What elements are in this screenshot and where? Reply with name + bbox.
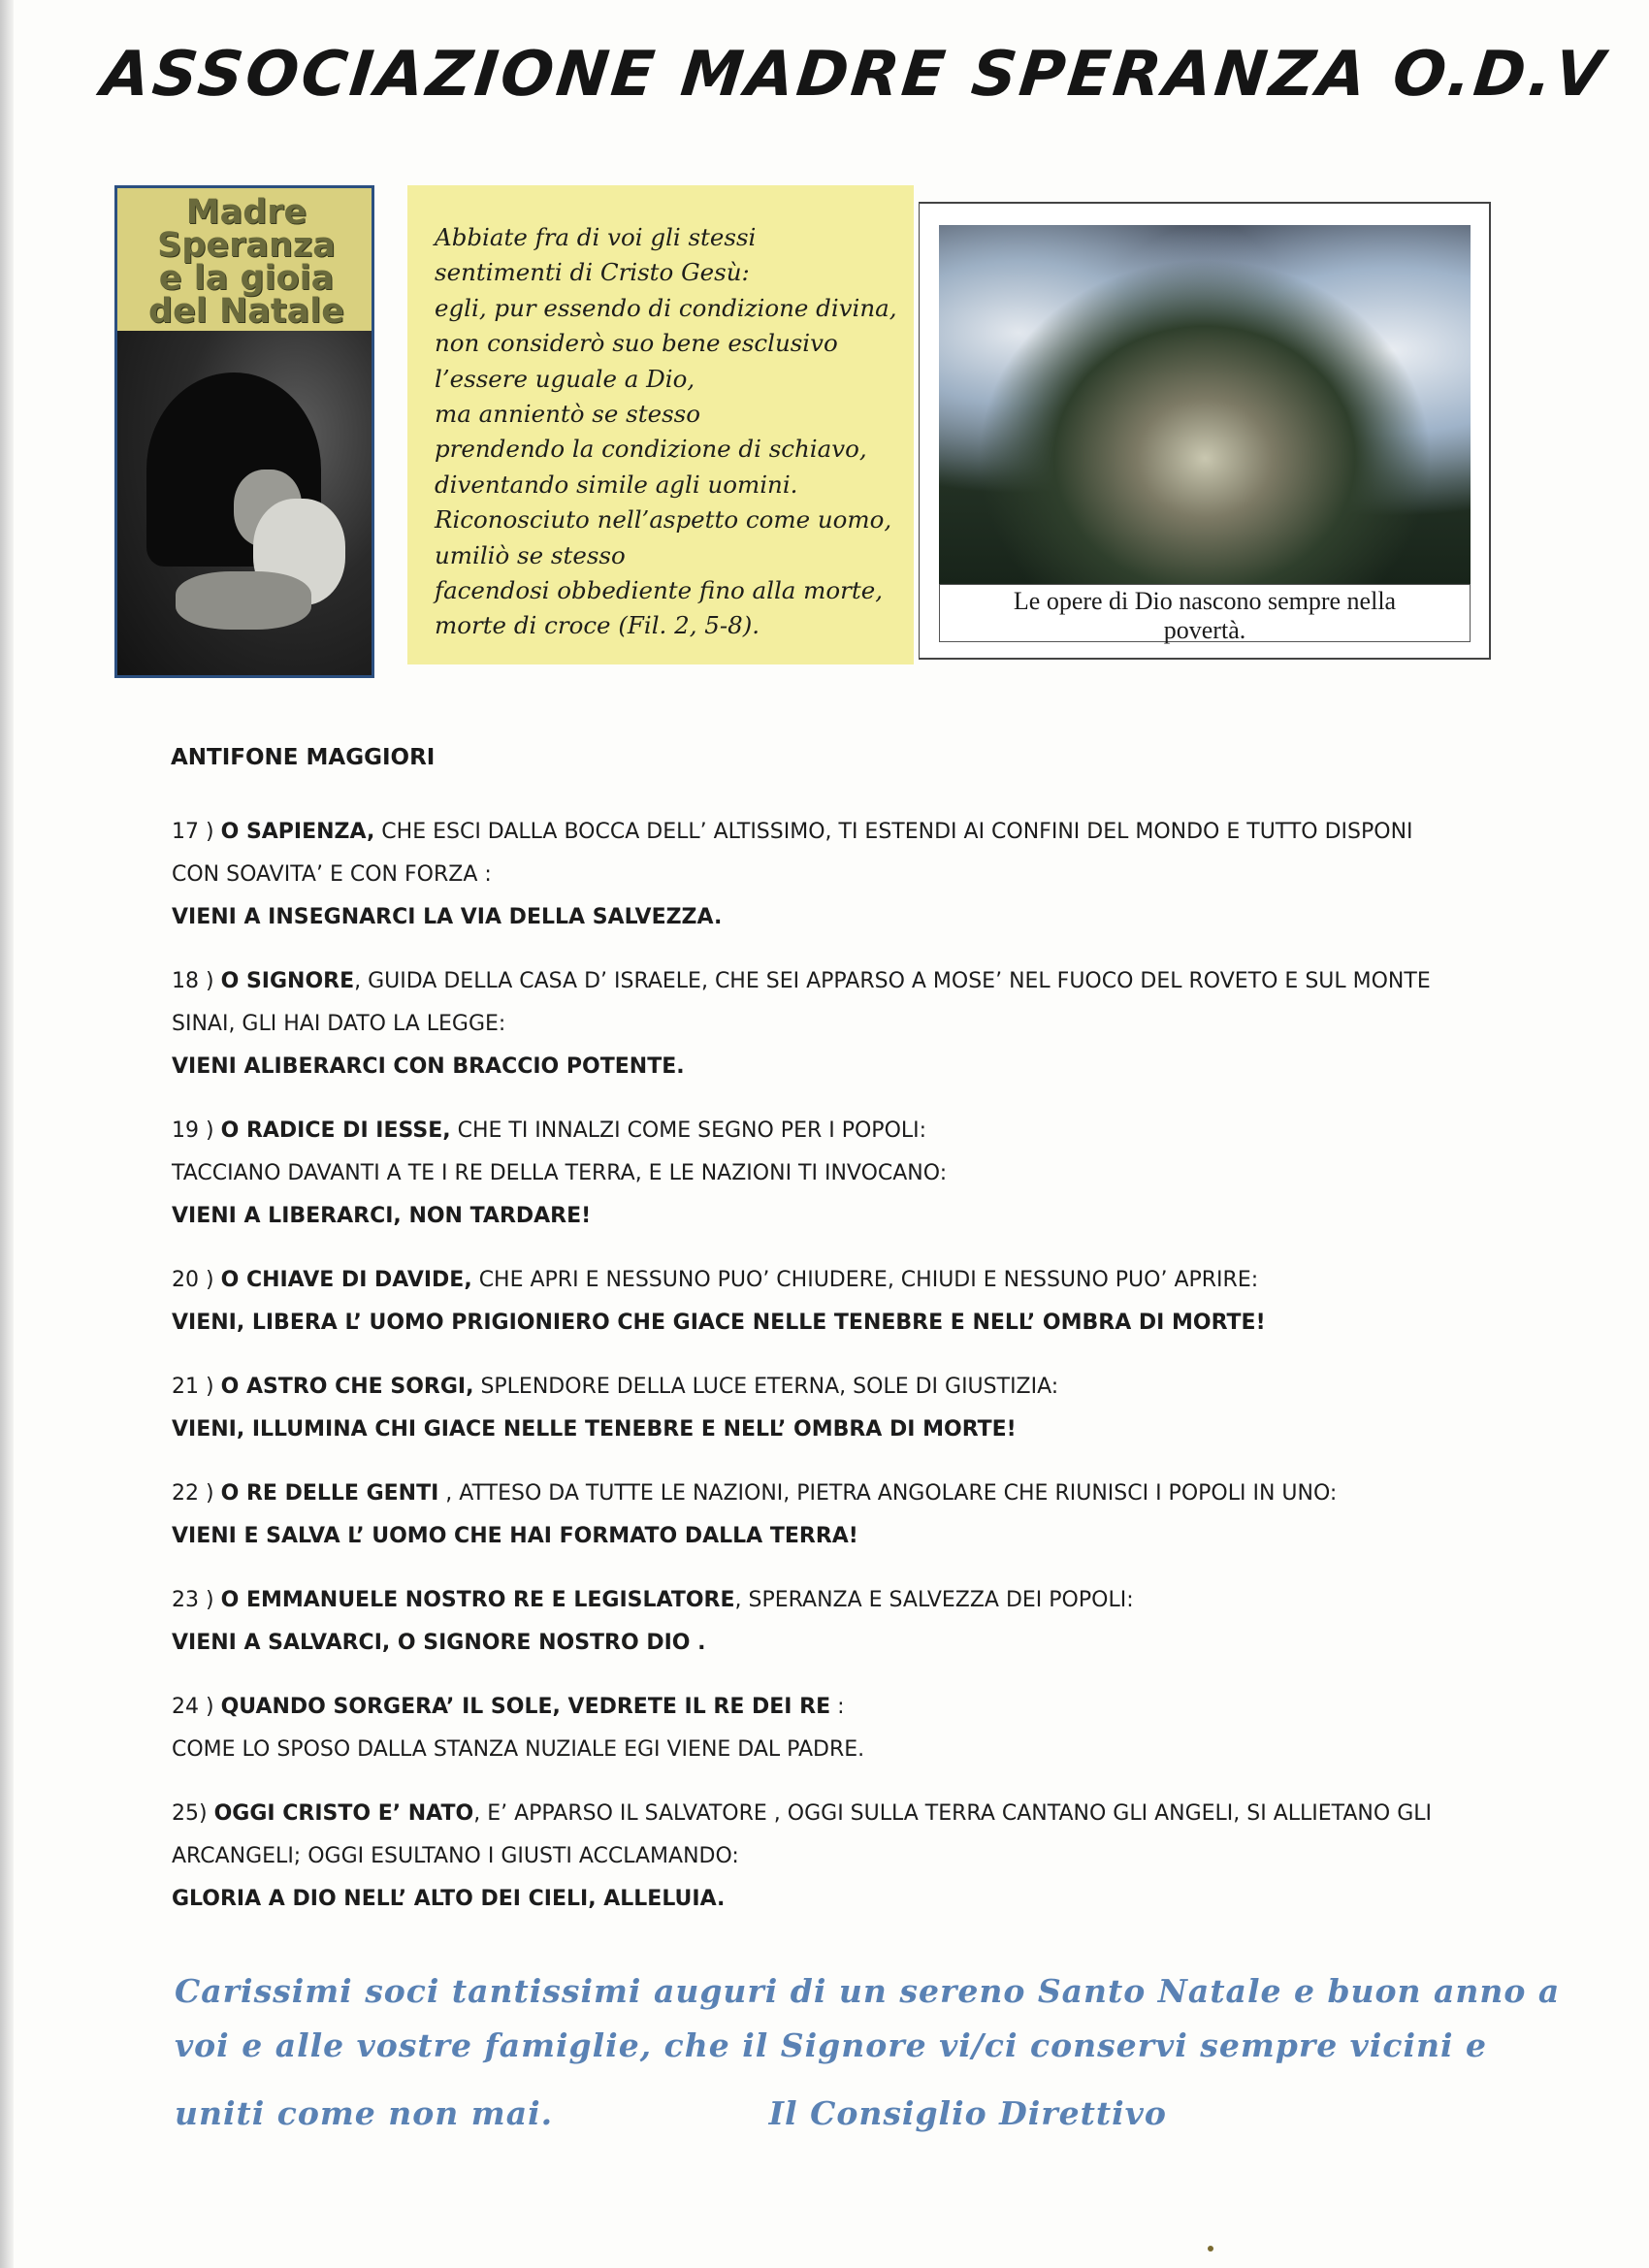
antifon-first-line — [172, 811, 1607, 854]
antifon-heading: OGGI CRISTO E’ NATO — [213, 1801, 474, 1826]
antifon-text: CHE ESCI DALLA BOCCA DELL’ ALTISSIMO, TI ESTENDI AI CONFINI DEL MONDO E TUTTO DISPONI — [374, 820, 1413, 844]
caption-line: Le opere di Dio nascono sempre nella — [1013, 587, 1397, 615]
antifon-continuation: CON SOAVITA’ E CON FORZA : — [172, 862, 492, 887]
book-cover-image — [114, 185, 374, 678]
antifon-heading: O ASTRO CHE SORGI, — [220, 1375, 474, 1399]
antifon-heading: O EMMANUELE NOSTRO RE E LEGISLATORE — [220, 1588, 735, 1612]
quote-line: l’essere uguale a Dio, — [435, 364, 695, 393]
antifon-text: CHE TI INNALZI COME SEGNO PER I POPOLI: — [450, 1118, 927, 1143]
quote-line: ma annientò se stesso — [435, 400, 700, 429]
antifon-first-line — [172, 1793, 1607, 1835]
antifon-heading: O RE DELLE GENTI — [220, 1481, 439, 1506]
antifon-heading: O SAPIENZA, — [220, 820, 375, 844]
antifon-first-line — [172, 1473, 1607, 1515]
antifon-continuation: SINAI, GLI HAI DATO LA LEGGE: — [172, 1012, 506, 1036]
antifon-first-line — [172, 1110, 1607, 1152]
antifon-response: VIENI A LIBERARCI, NON TARDARE! — [172, 1204, 592, 1228]
antifon-response: VIENI A SALVARCI, O SIGNORE NOSTRO DIO . — [172, 1631, 706, 1655]
antifon-item — [172, 1579, 1607, 1665]
paper-speck — [1208, 2246, 1213, 2252]
quote-line: non considerò suo bene esclusivo — [435, 329, 838, 358]
antifon-continuation: TACCIANO DAVANTI A TE I RE DELLA TERRA, E LE NAZIONI TI INVOCANO: — [172, 1161, 948, 1185]
antifon-text: , GUIDA DELLA CASA D’ ISRAELE, CHE SEI APPARSO A MOSE’ NEL FUOCO DEL ROVETO E SUL MONTE — [354, 969, 1431, 993]
antifon-number: 25) — [172, 1801, 208, 1826]
antifon-first-line — [172, 1579, 1607, 1622]
antifon-response: GLORIA A DIO NELL’ ALTO DEI CIELI, ALLELUIA. — [172, 1887, 726, 1911]
antifon-response: VIENI A INSEGNARCI LA VIA DELLA SALVEZZA. — [172, 905, 723, 929]
quote-line: facendosi obbediente fino alla morte, — [435, 576, 884, 605]
antifon-number: 22 ) — [172, 1481, 214, 1506]
quote-line: sentimenti di Cristo Gesù: — [435, 258, 750, 287]
cover-title-line: Madre — [185, 193, 307, 232]
antifon-text: , SPERANZA E SALVEZZA DEI POPOLI: — [734, 1588, 1134, 1612]
antifon-response: VIENI E SALVA L’ UOMO CHE HAI FORMATO DALLA TERRA! — [172, 1524, 858, 1548]
quote-line: Abbiate fra di voi gli stessi — [435, 223, 757, 251]
signature: Il Consiglio Direttivo — [768, 2094, 1167, 2132]
quote-line: Riconosciuto nell’aspetto come uomo, — [435, 505, 892, 535]
antifon-response: VIENI, ILLUMINA CHI GIACE NELLE TENEBRE E NELL’ OMBRA DI MORTE! — [172, 1417, 1017, 1442]
antifon-continuation: COME LO SPOSO DALLA STANZA NUZIALE EGI VIENE DAL PADRE. — [172, 1737, 865, 1762]
antifon-text: : — [830, 1695, 845, 1719]
greeting-line: Carissimi soci tantissimi auguri di un sereno Santo Natale e buon anno a — [175, 1972, 1561, 2010]
antifon-first-line — [172, 1686, 1607, 1729]
page-title: ASSOCIAZIONE MADRE SPERANZA O.D.V — [98, 39, 1610, 111]
antifon-item — [172, 1473, 1607, 1558]
antifon-heading: O SIGNORE — [220, 969, 355, 993]
quote-line: umiliò se stesso — [435, 540, 626, 569]
antifon-first-line — [172, 1259, 1607, 1302]
antifon-item — [172, 1259, 1607, 1345]
antifon-heading: O RADICE DI IESSE, — [220, 1118, 451, 1143]
christmas-greeting — [175, 1964, 1571, 2141]
quote-line: morte di croce (Fil. 2, 5-8). — [435, 611, 760, 640]
scripture-quote-box — [407, 185, 914, 664]
antifon-continuation: ARCANGELI; OGGI ESULTANO I GIUSTI ACCLAMANDO: — [172, 1844, 739, 1868]
antifon-number: 20 ) — [172, 1268, 214, 1292]
cover-title-band — [117, 188, 372, 331]
hands — [176, 571, 311, 630]
antifon-text: SPLENDORE DELLA LUCE ETERNA, SOLE DI GIUSTIZIA: — [473, 1375, 1059, 1399]
antifon-first-line — [172, 960, 1607, 1003]
quote-line: prendendo la condizione di schiavo, — [435, 435, 867, 464]
caption-line: povertà. — [1163, 616, 1246, 644]
section-title: ANTIFONE MAGGIORI — [171, 745, 436, 770]
cover-title — [121, 193, 372, 331]
antifon-text: , E’ APPARSO IL SALVATORE , OGGI SULLA TERRA CANTANO GLI ANGELI, SI ALLIETANO GLI — [473, 1801, 1432, 1826]
quote-line: egli, pur essendo di condizione divina, — [435, 293, 897, 322]
antifon-number: 18 ) — [172, 969, 214, 993]
page-edge — [0, 0, 14, 2268]
antifon-response: VIENI ALIBERARCI CON BRACCIO POTENTE. — [172, 1054, 685, 1079]
nativity-scene-image — [939, 225, 1471, 584]
antifon-number: 17 ) — [172, 820, 214, 844]
antifon-item — [172, 1110, 1607, 1238]
antifon-number: 23 ) — [172, 1588, 214, 1612]
greeting-line: voi e alle vostre famiglie, che il Signore vi/ci conservi sempre vicini e — [175, 2026, 1488, 2064]
antifon-number: 21 ) — [172, 1375, 214, 1399]
antifon-text: , ATTESO DA TUTTE LE NAZIONI, PIETRA ANGOLARE CHE RIUNISCI I POPOLI IN UNO: — [438, 1481, 1338, 1506]
photo-caption — [939, 584, 1471, 642]
cover-title-line: e la gioia — [158, 259, 335, 298]
antifon-item — [172, 811, 1607, 939]
antifon-number: 19 ) — [172, 1118, 214, 1143]
greeting-closing: uniti come non mai. — [175, 2094, 554, 2132]
greeting-last-line — [175, 2087, 1571, 2141]
cover-title-line: Speranza — [157, 226, 336, 265]
antifon-item — [172, 960, 1607, 1088]
antifon-item — [172, 1366, 1607, 1451]
antifon-response: VIENI, LIBERA L’ UOMO PRIGIONIERO CHE GIACE NELLE TENEBRE E NELL’ OMBRA DI MORTE! — [172, 1311, 1266, 1335]
nativity-photo-box — [919, 202, 1491, 660]
antifon-first-line — [172, 1366, 1607, 1409]
antifon-heading: QUANDO SORGERA’ IL SOLE, VEDRETE IL RE DEI RE — [220, 1695, 831, 1719]
quote-line: diventando simile agli uomini. — [435, 470, 798, 499]
antifon-item — [172, 1686, 1607, 1771]
antifon-item — [172, 1793, 1607, 1921]
cover-title-line: del Natale — [148, 292, 344, 331]
antifon-number: 24 ) — [172, 1695, 214, 1719]
antifon-heading: O CHIAVE DI DAVIDE, — [220, 1268, 472, 1292]
antifon-text: CHE APRI E NESSUNO PUO’ CHIUDERE, CHIUDI E NESSUNO PUO’ APRIRE: — [471, 1268, 1259, 1292]
antifons-list — [172, 811, 1607, 1942]
